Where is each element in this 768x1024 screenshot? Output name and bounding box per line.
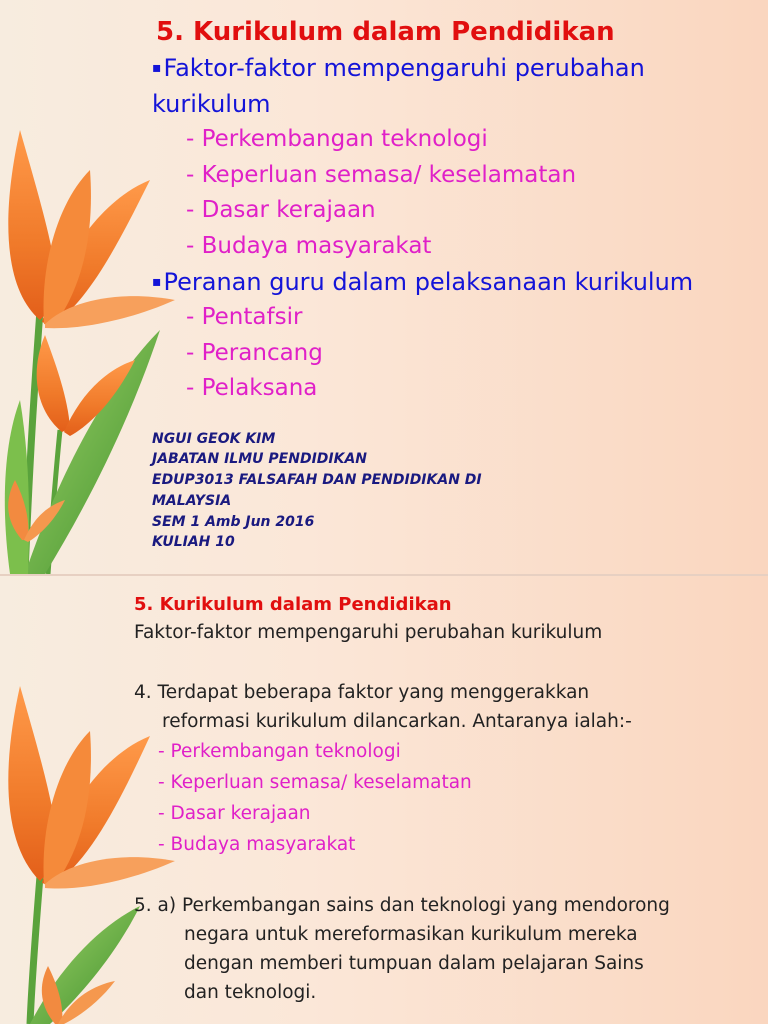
bullet-faktor [152,50,752,122]
slide-1-title: 5. Kurikulum dalam Pendidikan [156,17,615,47]
square-bullet-icon: ▪ [152,274,162,290]
department: JABATAN ILMU PENDIDIKAN [152,451,368,468]
list-item: - Pentafsir [186,304,303,330]
list-item: - Keperluan semasa/ keselamatan [186,161,577,188]
author-footer [152,429,752,554]
list-item: - Perancang [186,339,323,366]
bullet-peranan-text: Peranan guru dalam pelaksanaan kurikulum [163,268,694,296]
list-item: - Dasar kerajaan [186,197,376,223]
list-item: - Budaya masyarakat [186,232,432,259]
point-5-line-1: 5. a) Perkembangan sains dan teknologi yang mendorong [134,895,670,916]
bullet-peranan [152,264,752,300]
bullet-faktor-text: Faktor-faktor mempengaruhi perubahan kurikulum [152,54,645,118]
semester: SEM 1 Amb Jun 2016 [152,513,315,530]
author-name: NGUI GEOK KIM [152,430,276,447]
point-5-line-2: negara untuk mereformasikan kurikulum mereka [184,924,638,945]
list-item: - Budaya masyarakat [158,834,356,855]
slide-2-subtitle: Faktor-faktor mempengaruhi perubahan kurikulum [134,622,603,643]
course-line-1: EDUP3013 FALSAFAH DAN PENDIDIKAN DI [152,472,482,489]
list-item: - Keperluan semasa/ keselamatan [158,772,472,793]
point-4-line-1: 4. Terdapat beberapa faktor yang menggerakkan [134,682,590,703]
course-line-2: MALAYSIA [152,492,232,509]
slide-2 [0,576,768,1024]
point-5-line-3: dengan memberi tumpuan dalam pelajaran Sains [184,953,644,974]
slide-1-content [152,14,752,553]
list-item: - Perkembangan teknologi [186,126,488,152]
lecture-number: KULIAH 10 [152,534,235,551]
slide-2-content [134,592,754,1007]
list-item: - Perkembangan teknologi [158,741,401,762]
point-5-line-4: dan teknologi. [184,982,317,1003]
slide-2-title: 5. Kurikulum dalam Pendidikan [134,594,452,615]
point-4-line-2: reformasi kurikulum dilancarkan. Antaranya ialah:- [162,711,632,732]
square-bullet-icon: ▪ [152,60,162,76]
list-item: - Pelaksana [186,375,318,401]
list-item: - Dasar kerajaan [158,803,311,824]
